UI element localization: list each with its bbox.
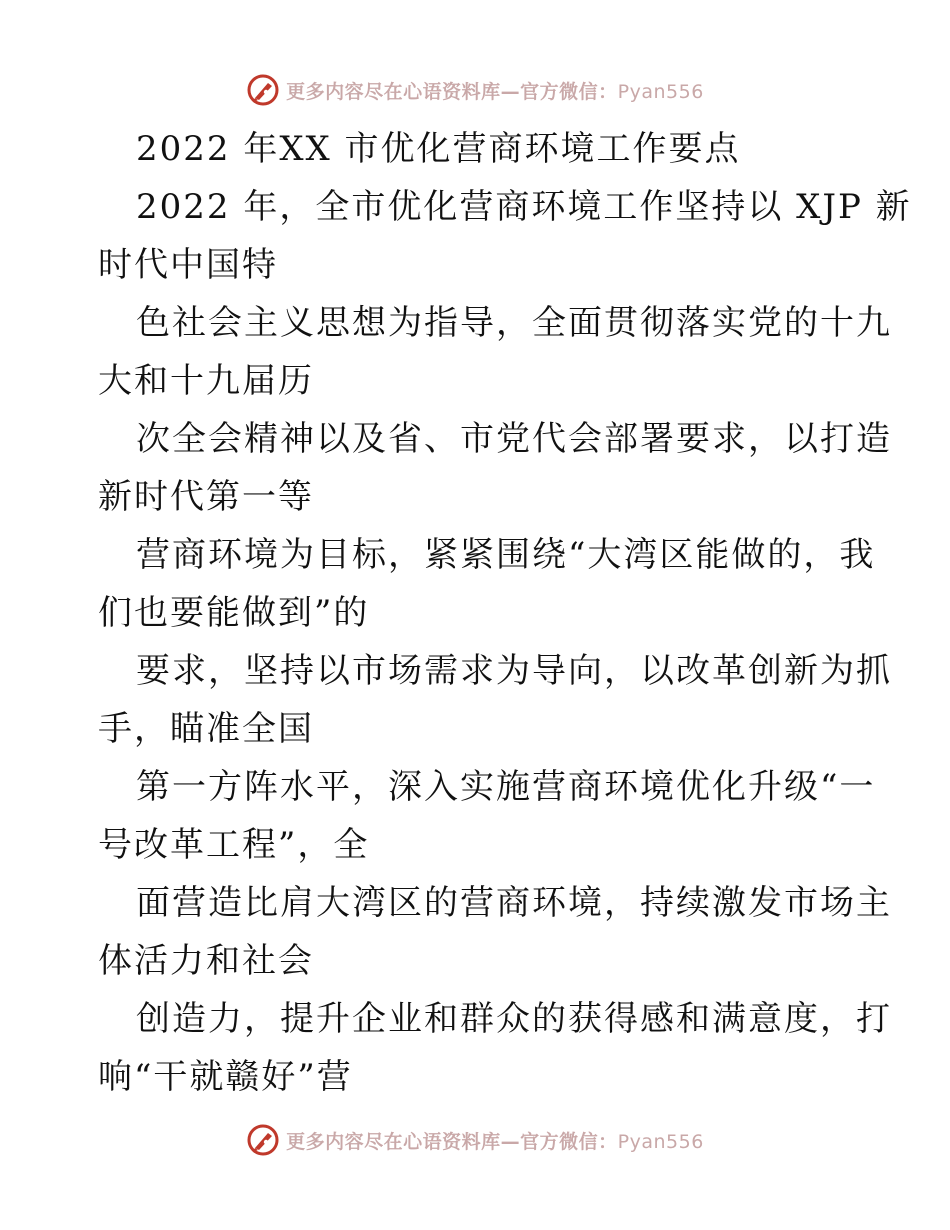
footer-watermark (0, 1120, 950, 1160)
paragraph-line: 体活力和社会 (98, 941, 314, 981)
paragraph-line: 大和十九届历 (98, 361, 314, 401)
paragraph-line: 号改革工程”，全 (98, 825, 370, 865)
paragraph-line: 们也要能做到”的 (98, 593, 370, 633)
watermark-group (246, 73, 704, 107)
paragraph-line: 次全会精神以及省、市党代会部署要求，以打造 (136, 419, 892, 459)
watermark-text: 更多内容尽在心语资料库—官方微信：Pyan556 (286, 80, 704, 103)
pen-seal-icon (246, 73, 280, 107)
paragraph-line: 色社会主义思想为指导，全面贯彻落实党的十九 (136, 303, 892, 343)
paragraph-line: 营商环境为目标，紧紧围绕“大湾区能做的，我 (136, 535, 876, 575)
paragraph-line: 面营造比肩大湾区的营商环境，持续激发市场主 (136, 883, 892, 923)
paragraph-line: 响“干就赣好”营 (98, 1057, 353, 1097)
document-body (98, 120, 912, 1106)
watermark-text: 更多内容尽在心语资料库—官方微信：Pyan556 (286, 1130, 704, 1153)
paragraph-line: 手，瞄准全国 (98, 709, 314, 749)
watermark-group (246, 1123, 704, 1157)
paragraph-line: 第一方阵水平，深入实施营商环境优化升级“一 (136, 767, 876, 807)
header-watermark (0, 70, 950, 110)
paragraph-line: 要求，坚持以市场需求为导向，以改革创新为抓 (136, 651, 892, 691)
paragraph-line: 2022 年，全市优化营商环境工作坚持以 XJP 新 (136, 187, 912, 227)
pen-seal-icon (246, 1123, 280, 1157)
paragraph-line: 新时代第一等 (98, 477, 314, 517)
paragraph-line: 创造力，提升企业和群众的获得感和满意度，打 (136, 999, 892, 1039)
document-title: 2022 年XX 市优化营商环境工作要点 (136, 129, 741, 169)
paragraph-line: 时代中国特 (98, 245, 278, 285)
